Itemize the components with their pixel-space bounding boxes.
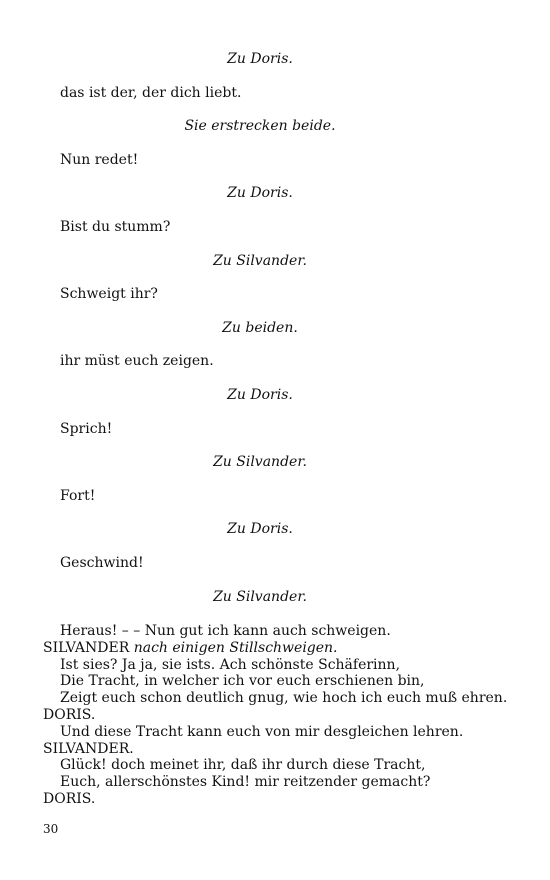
spoken-line: Sprich! [60,421,113,437]
speaker-name: SILVANDER. [43,741,134,757]
spoken-line: ihr müst euch zeigen. [60,353,214,369]
verse-line: Heraus! – – Nun gut ich kann auch schweigen. [60,623,391,639]
page-number: 30 [43,822,59,836]
speaker-name: SILVANDER [43,640,130,656]
speaker-stage-note: nach einigen Stillschweigen. [133,640,338,656]
speaker-heading [43,741,134,758]
speaker-name: DORIS. [43,707,96,723]
stage-direction: Sie erstrecken beide. [184,118,336,134]
stage-direction: Zu Doris. [227,521,293,537]
verse-line: Glück! doch meinet ihr, daß ihr durch diese Tracht, [60,757,426,773]
spoken-line: Bist du stumm? [60,219,171,235]
verse-line: Euch, allerschönstes Kind! mir reitzender gemacht? [60,774,431,790]
verse-line: Und diese Tracht kann euch von mir desgleichen lehren. [60,724,464,740]
stage-direction: Zu Silvander. [213,253,307,269]
speaker-name: DORIS. [43,791,96,807]
stage-direction: Zu Silvander. [213,454,307,470]
stage-direction: Zu beiden. [222,320,298,336]
speaker-heading [43,707,95,724]
spoken-line: Nun redet! [60,152,139,168]
spoken-line: Schweigt ihr? [60,286,158,302]
spoken-line: Fort! [60,488,96,504]
stage-direction: Zu Doris. [227,51,293,67]
speaker-heading [43,640,338,657]
verse-line: Ist sies? Ja ja, sie ists. Ach schönste Schäferinn, [60,657,401,673]
spoken-line: das ist der, der dich liebt. [60,85,242,101]
stage-direction: Zu Silvander. [213,589,307,605]
stage-direction: Zu Doris. [227,387,293,403]
speaker-heading [43,791,95,808]
stage-direction: Zu Doris. [227,185,293,201]
verse-line: Die Tracht, in welcher ich vor euch erschienen bin, [60,673,425,689]
verse-line: Zeigt euch schon deutlich gnug, wie hoch ich euch muß ehren. [60,690,508,706]
spoken-line: Geschwind! [60,555,144,571]
